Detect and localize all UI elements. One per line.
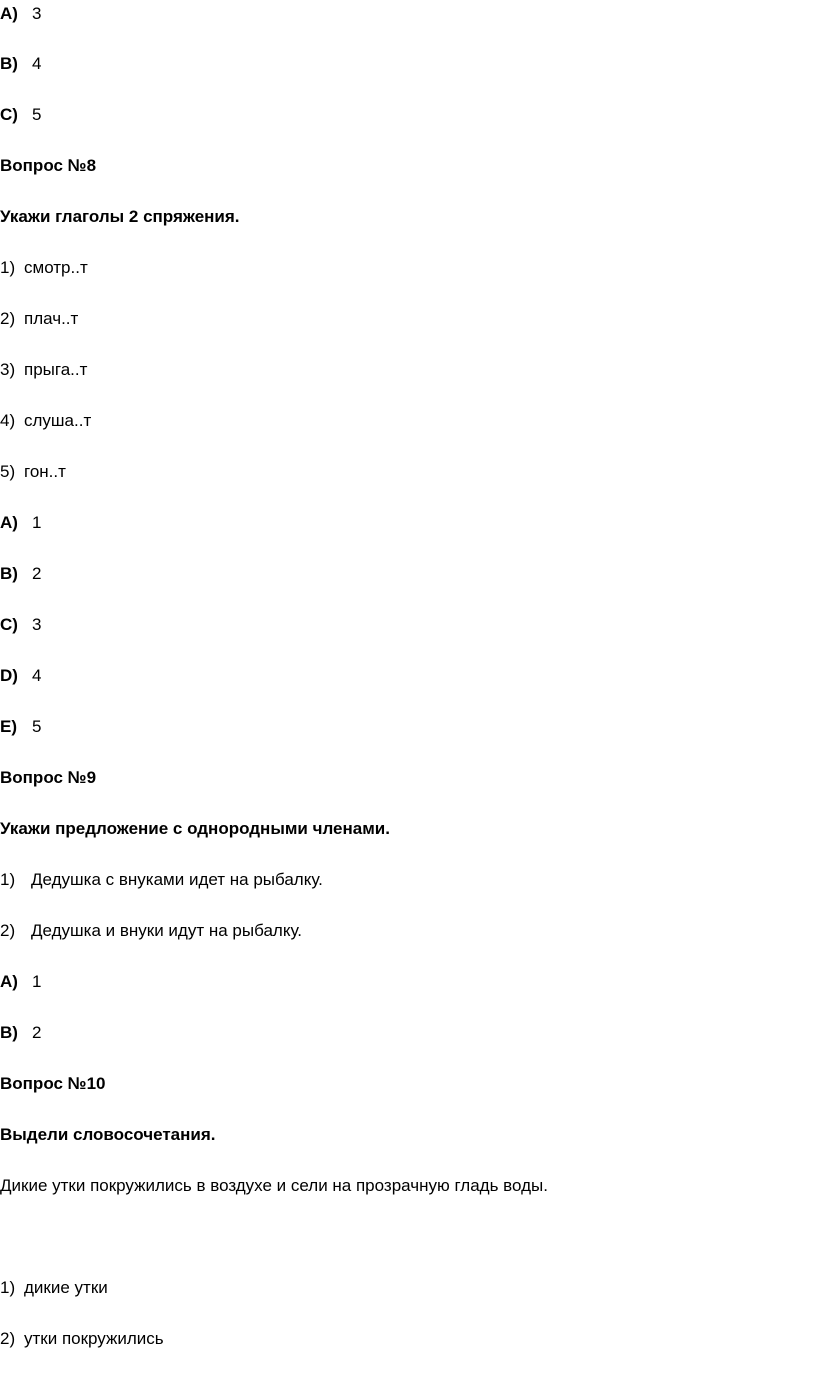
answer-option[interactable] — [0, 716, 41, 738]
item-number: 3) — [0, 360, 16, 379]
option-value: 4 — [32, 54, 42, 73]
question-sentence: Дикие утки покружились в воздухе и сели на прозрачную гладь воды. — [0, 1176, 548, 1195]
option-letter: B) — [0, 1023, 18, 1042]
item-text: утки покружились — [24, 1329, 164, 1348]
option-letter: B) — [0, 564, 18, 583]
question-prompt: Укажи предложение с однородными членами. — [0, 819, 390, 838]
option-value: 2 — [32, 564, 42, 583]
list-item — [0, 869, 323, 891]
option-letter: B) — [0, 54, 18, 73]
answer-option[interactable] — [0, 1022, 41, 1044]
answer-option[interactable] — [0, 3, 41, 25]
option-value: 3 — [32, 615, 42, 634]
answer-option[interactable] — [0, 563, 41, 585]
option-letter: C) — [0, 615, 18, 634]
list-item — [0, 1328, 164, 1350]
item-text: плач..т — [24, 309, 79, 328]
item-number: 1) — [0, 870, 16, 889]
item-number: 2) — [0, 921, 16, 940]
question-title: Вопрос №10 — [0, 1074, 106, 1093]
option-value: 5 — [32, 717, 42, 736]
answer-option[interactable] — [0, 104, 41, 126]
item-text: слуша..т — [24, 411, 92, 430]
option-value: 3 — [32, 4, 42, 23]
item-text: прыга..т — [24, 360, 88, 379]
item-number: 2) — [0, 1329, 16, 1348]
option-letter: C) — [0, 105, 18, 124]
list-item — [0, 1277, 108, 1299]
question-title: Вопрос №9 — [0, 768, 97, 787]
item-number: 4) — [0, 411, 16, 430]
option-letter: A) — [0, 4, 18, 23]
question-prompt: Выдели словосочетания. — [0, 1125, 216, 1144]
option-value: 5 — [32, 105, 42, 124]
option-value: 1 — [32, 972, 42, 991]
list-item — [0, 359, 87, 381]
list-item — [0, 920, 302, 942]
list-item — [0, 257, 88, 279]
item-number: 2) — [0, 309, 16, 328]
item-text: Дедушка с внуками идет на рыбалку. — [31, 870, 323, 889]
option-value: 2 — [32, 1023, 42, 1042]
answer-option[interactable] — [0, 971, 41, 993]
item-number: 1) — [0, 258, 16, 277]
option-value: 1 — [32, 513, 42, 532]
option-letter: D) — [0, 666, 18, 685]
item-text: дикие утки — [24, 1278, 108, 1297]
option-letter: A) — [0, 972, 18, 991]
item-text: смотр..т — [24, 258, 88, 277]
list-item — [0, 308, 78, 330]
list-item — [0, 410, 91, 432]
question-prompt: Укажи глаголы 2 спряжения. — [0, 207, 240, 226]
option-letter: E) — [0, 717, 17, 736]
item-number: 5) — [0, 462, 16, 481]
list-item — [0, 461, 66, 483]
item-number: 1) — [0, 1278, 16, 1297]
answer-option[interactable] — [0, 665, 41, 687]
item-text: Дедушка и внуки идут на рыбалку. — [31, 921, 302, 940]
answer-option[interactable] — [0, 53, 41, 75]
question-title: Вопрос №8 — [0, 156, 97, 175]
item-text: гон..т — [24, 462, 66, 481]
option-value: 4 — [32, 666, 42, 685]
answer-option[interactable] — [0, 614, 41, 636]
option-letter: A) — [0, 513, 18, 532]
answer-option[interactable] — [0, 512, 41, 534]
